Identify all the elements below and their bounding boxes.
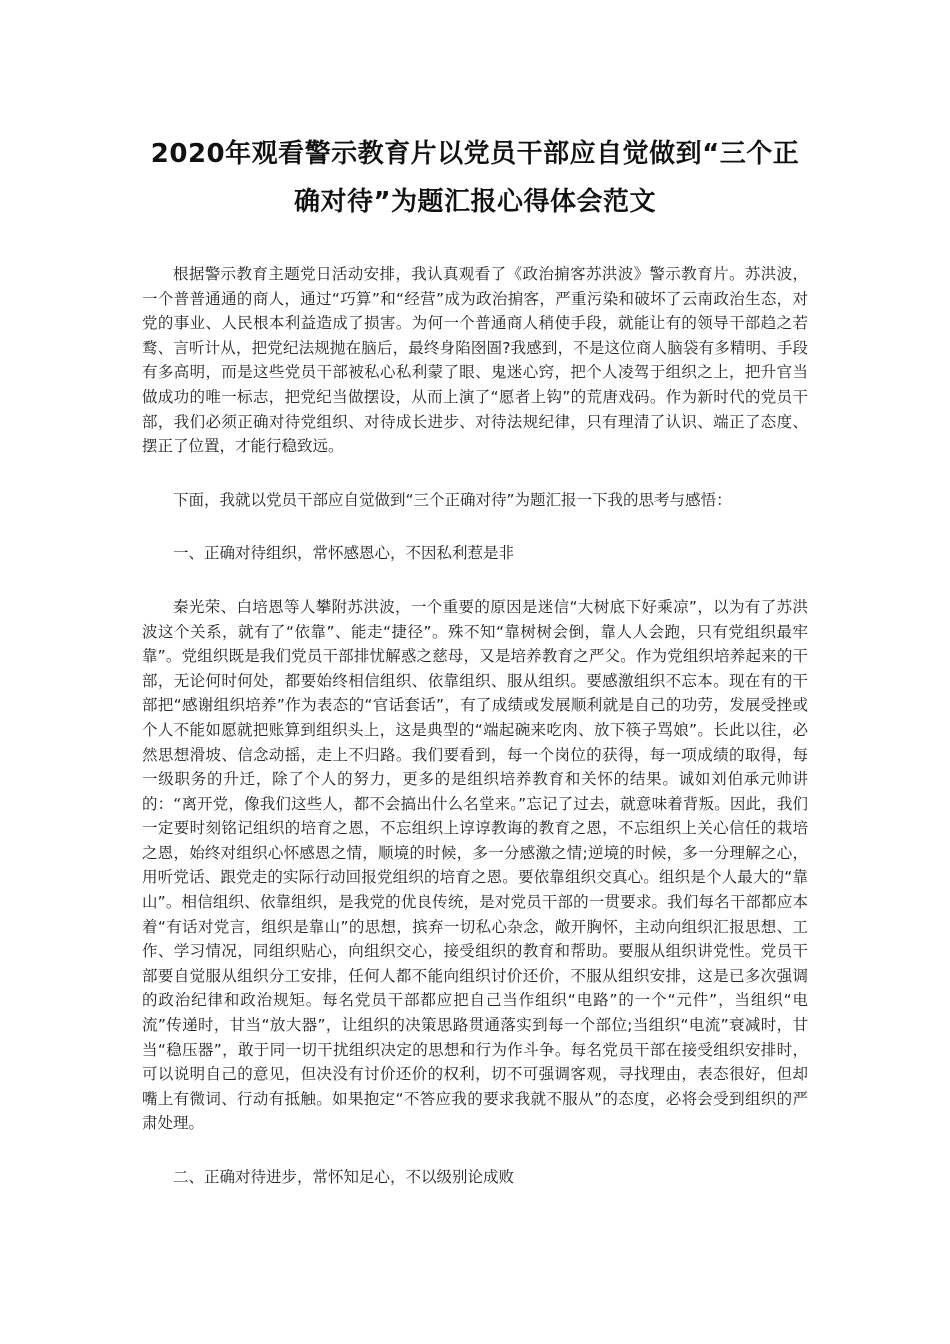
section-heading-1: 一、正确对待组织，常怀感恩心，不因私利惹是非 [173,544,515,563]
document-title: 2020年观看警示教育片以党员干部应自觉做到“三个正确对待”为题汇报心得体会范文 [150,139,800,217]
document-body [142,130,808,1219]
section-1-body: 秦光荣、白培恩等人攀附苏洪波，一个重要的原因是迷信“大树底下好乘凉”，以为有了苏洪波这个关系，就有了“依靠”、能走“捷径”。殊不知“靠树树会倒，靠人人会跑，只有党组织最牢靠”。党组织既是我们党员干部排忧解惑之慈母，又是培养教育之严父。作为党组织培养起来的干部，无论何时何处，都要始终相信组织、依靠组织、服从组织。要感激组织不忘本。现在有的干部把“感谢组织培养”作为表态的“官话套话”，有了成绩或发展顺利就是自己的功劳，发展受挫或个人不能如愿就把账算到组织头上，这是典型的“端起碗来吃肉、放下筷子骂娘”。长此以往，必然思想滑坡、信念动摇，走上不归路。我们要看到，每一个岗位的获得，每一项成绩的取得，每一级职务的升迁，除了个人的努力，更多的是组织培养教育和关怀的结果。诚如刘伯承元帅讲的：“离开党，像我们这些人，都不会搞出什么名堂来。”忘记了过去，就意味着背叛。因此，我们一定要时刻铭记组织的培育之恩，不忘组织上谆谆教诲的教育之恩，不忘组织上关心信任的栽培之恩，始终对组织心怀感恩之情，顺境的时候，多一分感激之情;逆境的时候，多一分理解之心，用听党话、跟党走的实际行动回报党组织的培育之恩。要依靠组织交真心。组织是个人最大的“靠山”。相信组织、依靠组织，是我党的优良传统，是对党员干部的一贯要求。我们每名干部都应本着“有话对党言，组织是靠山”的思想，摈弃一切私心杂念，敞开胸怀，主动向组织汇报思想、工作、学习情况，同组织贴心，向组织交心，接受组织的教育和帮助。要服从组织讲党性。党员干部要自觉服从组织分工安排，任何人都不能向组织讨价还价，不服从组织安排，这是已多次强调的政治纪律和政治规矩。每名党员干部都应把自己当作组织“电路”的一个“元件”，当组织“电流”传递时，甘当“放大器”，让组织的决策思路贯通落实到每一个部位;当组织“电流”衰减时，甘当“稳压器”，敢于同一切干扰组织决定的思想和行为作斗争。每名党员干部在接受组织安排时，可以说明自己的意见，但决没有讨价还价的权利，切不可强调客观，寻找理由，表态很好，但却嘴上有微词、行动有抵触。如果抱定“不答应我的要求我就不服从”的态度，必将会受到组织的严肃处理。 [142,597,808,1133]
transition-paragraph: 下面，我就以党员干部应自觉做到“三个正确对待”为题汇报一下我的思考与感悟： [173,490,732,509]
intro-paragraph: 根据警示教育主题党日活动安排，我认真观看了《政治掮客苏洪波》警示教育片。苏洪波，一个普普通通的商人，通过“巧算”和“经营”成为政治掮客，严重污染和破坏了云南政治生态，对党的事业、人民根本利益造成了损害。为何一个普通商人稍使手段，就能让有的领导干部趋之若鹜、言听计从，把党纪法规抛在脑后，最终身陷囹圄?我感到，不是这位商人脑袋有多精明、手段有多高明，而是这些党员干部被私心私利蒙了眼、鬼迷心窍，把个人凌驾于组织之上，把升官当做成功的唯一标志，把党纪当做摆设，从而上演了“愿者上钩”的荒唐戏码。作为新时代的党员干部，我们必须正确对待党组织、对待成长进步、对待法规纪律，只有理清了认识、端正了态度、摆正了位置，才能行稳致远。 [142,265,808,456]
section-heading-2: 二、正确对待进步，常怀知足心，不以级别论成败 [173,1168,515,1186]
